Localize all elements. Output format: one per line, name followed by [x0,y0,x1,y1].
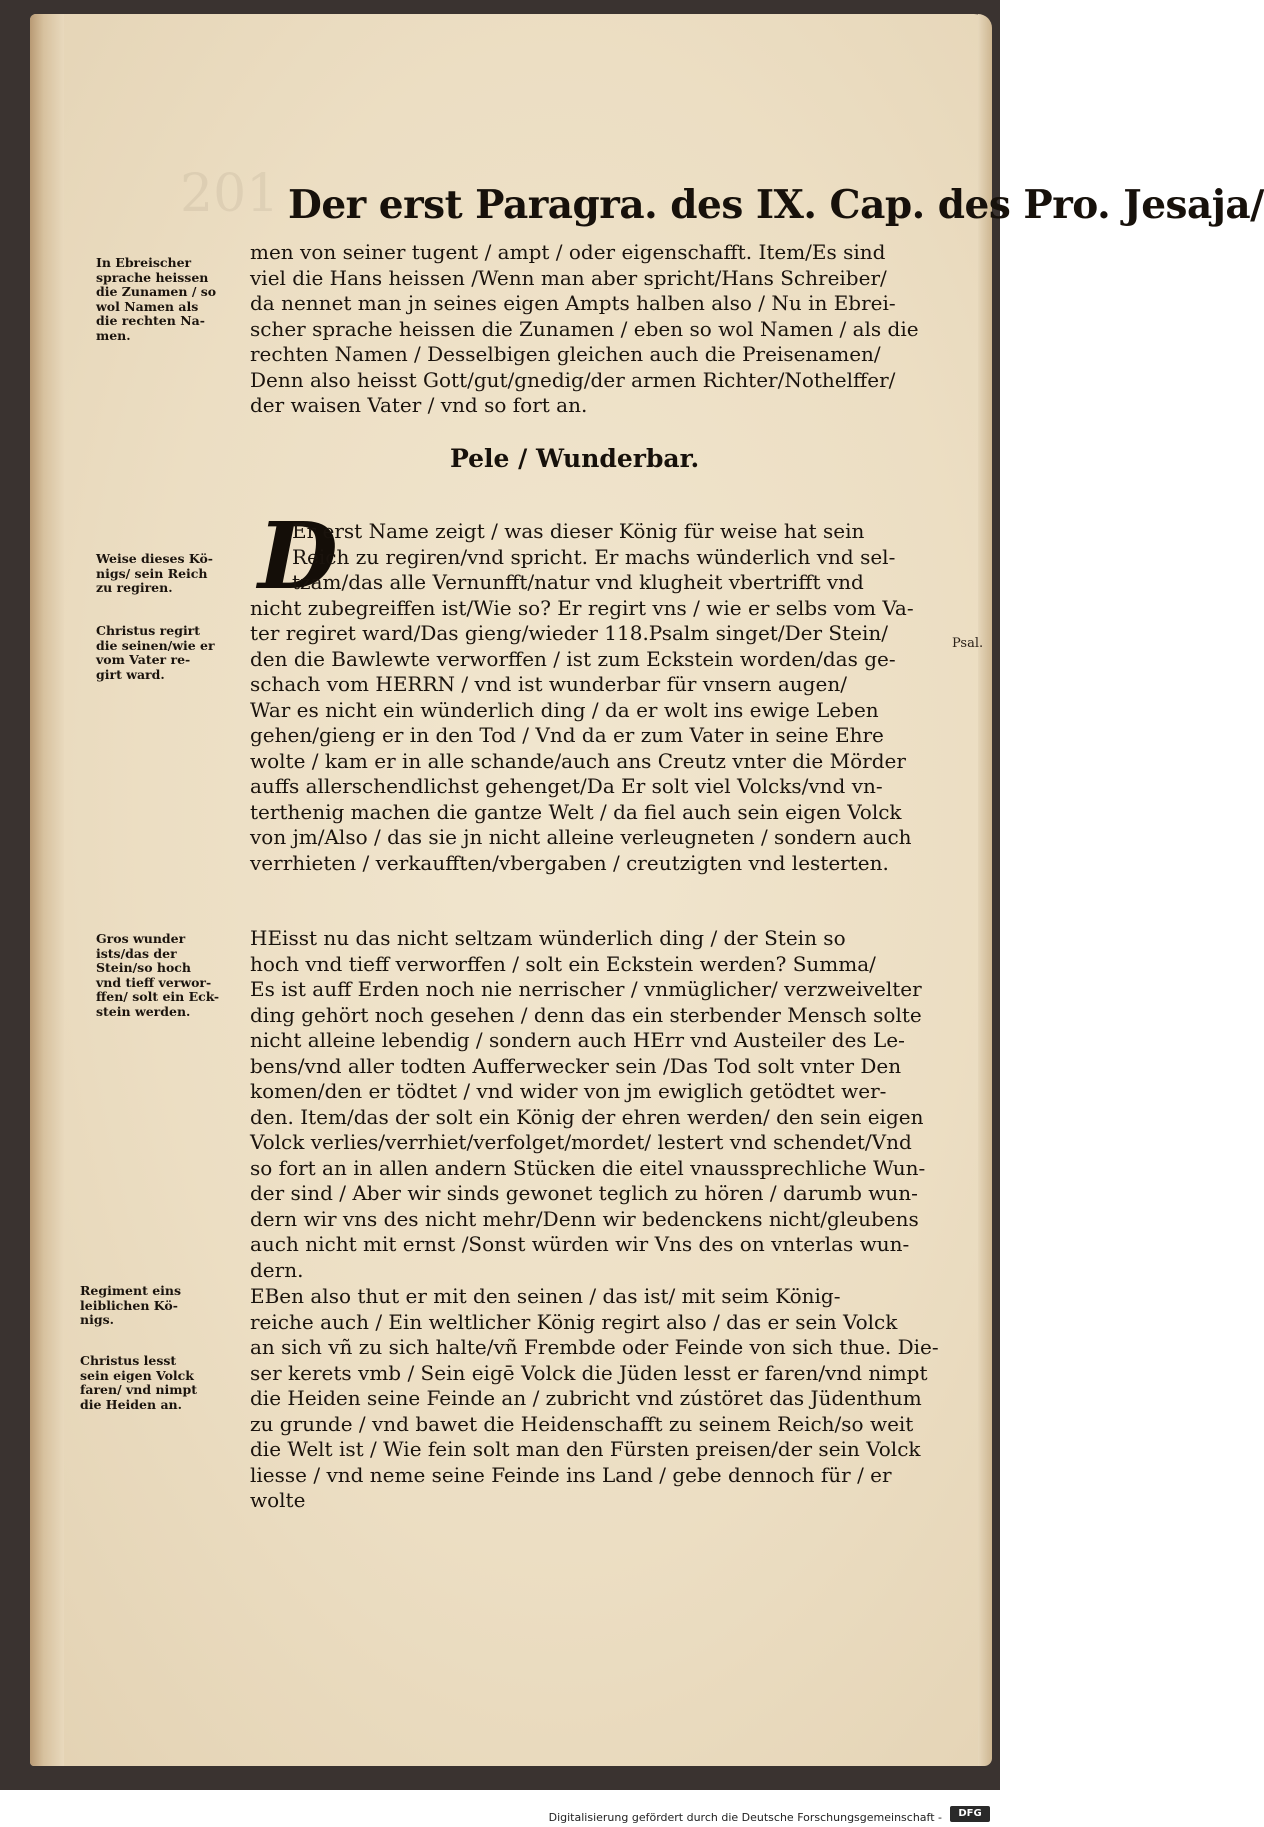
bleed-through-page-number: 201 [180,164,280,224]
text-line: Volck verlies/verrhiet/verfolget/mordet/ lestert vnd schendet/Vnd [250,1130,912,1154]
margin-note-weise [96,552,238,596]
text-line: viel die Hans heissen /Wenn man aber spricht/Hans Schreiber/ [250,265,887,290]
margin-note-line: men. [96,327,131,343]
text-line: dern wir vns des nicht mehr/Denn wir bedenckens nicht/gleubens [250,1206,919,1231]
margin-note-line: Christus regirt [96,623,201,638]
margin-note-line: vnd tieff verwor- [96,974,212,990]
margin-note-gros-wunder [96,932,238,1019]
margin-note-line: ists/das der [96,945,177,961]
margin-note-line: wol Namen als [96,298,199,314]
margin-note-line: Weise dieses Kö- [96,551,213,566]
margin-note-line: Christus lesst [80,1353,177,1368]
text-line: komen/den er tödtet / vnd wider von jm ewiglich getödtet wer- [250,1079,887,1103]
text-line: da nennet man jn seines eigen Ampts halben also / Nu in Ebrei- [250,291,896,315]
text-line: scher sprache heissen die Zunamen / eben so wol Namen / als die [250,316,919,341]
text-line: von jm/Also / das sie jn nicht alleine verleugneten / sondern auch [250,825,912,849]
margin-note-line: vom Vater re- [96,652,191,667]
margin-note-regiment [80,1284,222,1328]
margin-note-line: nigs. [80,1312,114,1327]
text-line: men von seiner tugent / ampt / oder eigenschafft. Item/Es sind [250,240,886,264]
text-line: verrhieten / verkaufften/vbergaben / creutzigten vnd lesterten. [250,850,889,875]
text-line: die Welt ist / Wie fein solt man den Fürsten preisen/der sein Volck [250,1437,921,1461]
text-line: zu grunde / vnd bawet die Heidenschafft zu seinem Reich/so weit [250,1411,914,1436]
margin-note-line: ffen/ solt ein Eck- [96,989,220,1004]
text-block-4 [250,1284,950,1514]
margin-note-line: die seinen/wie er [96,637,215,653]
margin-note-line: zu regiren. [96,580,173,595]
margin-note-line: nigs/ sein Reich [96,565,208,581]
margin-note-line: sprache heissen [96,269,209,285]
margin-note-zunamen [96,256,238,343]
margin-reference-psalm: Psal. [952,636,984,651]
text-line: auch nicht mit ernst /Sonst würden wir Vns des on vnterlas wun- [250,1232,910,1256]
running-title: Der erst Paragra. des IX. Cap. des Pro. Jesaja/ [288,182,1264,228]
text-line: War es nicht ein wünderlich ding / da er wolt ins ewige Leben [250,697,879,722]
text-line: Reich zu regiren/vnd spricht. Er machs wünderlich vnd sel- [292,544,896,569]
text-line: terthenig machen die gantze Welt / da fiel auch sein eigen Volck [250,799,902,824]
margin-note-line: In Ebreischer [96,255,192,270]
margin-note-line: Stein/so hoch [96,960,192,975]
page-fore-edge [978,14,992,1766]
text-line: tzam/das alle Vernunfft/natur vnd klugheit vbertrifft vnd [292,570,864,594]
margin-note-christus-regirt [96,624,238,682]
dfg-logo: DFG [950,1806,990,1822]
text-line: reiche auch / Ein weltlicher König regirt also / das er sein Volck [250,1309,898,1334]
margin-note-line: Gros wunder [96,931,186,946]
text-line: ser kerets vmb / Sein eigē Volck die Jüden lesst er faren/vnd nimpt [250,1360,928,1385]
text-line: hoch vnd tieff verworffen / solt ein Eckstein werden? Summa/ [250,951,876,976]
text-line: HEisst nu das nicht seltzam wünderlich ding / der Stein so [250,926,846,950]
text-line: rechten Namen / Desselbigen gleichen auch die Preisenamen/ [250,342,881,366]
text-line: gehen/gieng er in den Tod / Vnd da er zum Vater in seine Ehre [250,723,884,747]
text-line: Denn also heisst Gott/gut/gnedig/der armen Richter/Nothelffer/ [250,367,896,392]
margin-note-line: girt ward. [96,666,165,682]
text-line: den. Item/das der solt ein König der ehren werden/ den sein eigen [250,1104,924,1129]
text-line: dern. [250,1257,304,1282]
margin-note-christus-lesst [80,1354,222,1412]
text-line: schach vom HERRN / vnd ist wunderbar für vnsern augen/ [250,672,847,696]
text-line: EBen also thut er mit den seinen / das ist/ mit seim König- [250,1284,841,1308]
text-line: an sich vñ zu sich halte/vñ Frembde oder Feinde von sich thue. Die- [250,1335,939,1359]
funding-credit: Digitalisierung gefördert durch die Deutsche Forschungsgemeinschaft - [548,1811,942,1824]
section-title: Pele / Wunderbar. [450,444,700,473]
margin-note-line: leiblichen Kö- [80,1297,178,1313]
text-line: ter regiret ward/Das gieng/wieder 118.Psalm singet/Der Stein/ [250,621,888,645]
text-line: der waisen Vater / vnd so fort an. [250,393,588,417]
text-line: die Heiden seine Feinde an / zubricht vnd zústöret das Jüdenthum [250,1386,922,1410]
margin-note-line: stein werden. [96,1003,191,1019]
text-line: nicht alleine lebendig / sondern auch HErr vnd Austeiler des Le- [250,1028,905,1052]
text-line: liesse / vnd neme seine Feinde ins Land / gebe dennoch für / er [250,1462,892,1487]
text-line: auffs allerschendlichst gehenget/Da Er solt viel Volcks/vnd vn- [250,774,883,798]
text-line: nicht zubegreiffen ist/Wie so? Er regirt vns / wie er selbs vom Va- [250,595,914,620]
text-line: Er erst Name zeigt / was dieser König für weise hat sein [292,519,865,543]
text-line: ding gehört noch gesehen / denn das ein sterbender Mensch solte [250,1002,922,1027]
margin-note-line: die Heiden an. [80,1396,182,1412]
margin-note-line: die rechten Na- [96,313,205,328]
margin-note-line: Regiment eins [80,1283,182,1298]
text-line: wolte [250,1488,306,1512]
text-block-3 [250,926,950,1283]
text-line: so fort an in allen andern Stücken die eitel vnaussprechliche Wun- [250,1155,926,1180]
text-line: der sind / Aber wir sinds gewonet teglich zu hören / darumb wun- [250,1181,918,1205]
text-line: bens/vnd aller todten Aufferwecker sein /Das Tod solt vnter Den [250,1053,902,1078]
text-block-1 [250,240,950,419]
text-line: wolte / kam er in alle schande/auch ans Creutz vnter die Mörder [250,748,906,773]
text-line: Es ist auff Erden noch nie nerrischer / vnmüglicher/ verzweivelter [250,977,922,1001]
margin-note-line: faren/ vnd nimpt [80,1382,198,1397]
text-line: den die Bawlewte verworffen / ist zum Eckstein worden/das ge- [250,646,896,671]
margin-note-line: die Zunamen / so [96,284,217,299]
page-gutter [30,14,64,1766]
margin-note-line: sein eigen Volck [80,1367,194,1383]
drop-cap: D [258,502,338,610]
text-block-2 [250,519,950,876]
